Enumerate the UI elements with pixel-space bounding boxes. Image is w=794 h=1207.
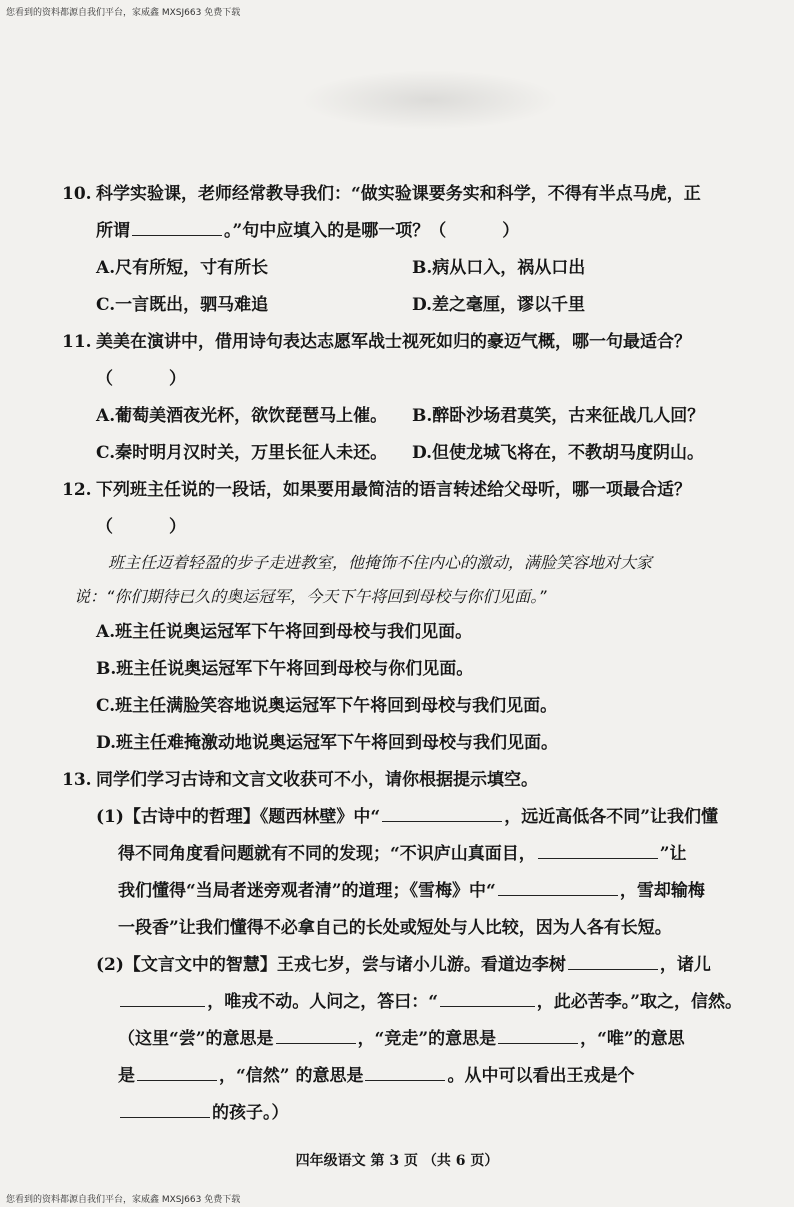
q12-quote-line2: 说：“你们期待已久的奥运冠军，今天下午将回到母校与你们见面。” (74, 587, 547, 606)
q12-line1 (62, 472, 742, 509)
q11-options-row2 (62, 435, 742, 472)
q13-p2-text: （这里“尝”的意思是 (118, 1029, 274, 1049)
q12-paren: ） (169, 517, 186, 537)
q13-number: 13. (62, 770, 92, 790)
q13-p1-line3 (62, 873, 742, 910)
q12-paren: （ (96, 517, 113, 537)
q11-option-d[interactable]: D.但使龙城飞将在，不教胡马度阴山。 (412, 443, 705, 463)
q13-p2-text: ，“信然” 的意思是 (219, 1066, 364, 1086)
q12-number: 12. (62, 480, 92, 500)
q13-p2-line1 (62, 947, 742, 984)
q11-stem: 美美在演讲中，借用诗句表达志愿军战士视死如归的豪迈气概，哪一句最适合？ (96, 332, 691, 352)
q13-p2-blank3[interactable] (440, 988, 535, 1007)
q11-options-row1 (62, 398, 742, 435)
q13-p2-line3 (62, 1021, 742, 1058)
q10-stem: 科学实验课，老师经常教导我们：“做实验课要务实和科学，不得有半点马虎，正 (96, 184, 701, 204)
q13-p2-text: ，诸儿 (659, 955, 711, 975)
q12-stem: 下列班主任说的一段话，如果要用最简洁的语言转述给父母听，哪一项最合适？ (96, 480, 691, 500)
q13-p1-text: ，远近高低各不同”让我们懂 (504, 807, 718, 827)
q13-p2-line5 (62, 1095, 742, 1132)
q11-answer-line (62, 361, 742, 398)
q13-p1-text: 我们懂得“当局者迷旁观者清”的道理；《雪梅》中“ (118, 881, 496, 901)
q11-option-a[interactable]: A.葡萄美酒夜光杯，欲饮琵琶马上催。 (96, 406, 388, 426)
q13-p1-text: 得不同角度看问题就有不同的发现；“不识庐山真面目， (118, 844, 536, 864)
q13-p1-line4: 一段香”让我们懂得不必拿自己的长处或短处与人比较，因为人各有长短。 (118, 918, 672, 938)
q11-option-c[interactable]: C.秦时明月汉时关，万里长征人未还。 (96, 443, 388, 463)
watermark-bottom: 您看到的资料都源自我们平台，家威鑫 MXSJ663 免费下载 (6, 1195, 241, 1205)
q12-quote-line1: 班主任迈着轻盈的步子走进教室，他掩饰不住内心的激动，满脸笑容地对大家 (108, 553, 653, 572)
q13-p1-blank3[interactable] (498, 877, 618, 896)
q13-p2-line4 (62, 1058, 742, 1095)
q11-paren: ） (169, 369, 186, 389)
q13-p2-text: ，唯戎不动。人问之，答曰：“ (207, 992, 439, 1012)
questions (62, 176, 742, 1132)
watermark-top: 您看到的资料都源自我们平台，家威鑫 MXSJ663 免费下载 (6, 8, 241, 18)
q13-p1-text: (1)【古诗中的哲理】《题西林壁》中“ (96, 807, 381, 827)
q13-p2-blank1[interactable] (568, 951, 658, 970)
q10-stem-part: 。”句中应填入的是哪一项？（ (224, 221, 447, 241)
q13-line1 (62, 762, 742, 799)
q10-stem-part: ） (502, 221, 520, 241)
q12-option-c[interactable]: C.班主任满脸笑容地说奥运冠军下午将回到母校与我们见面。 (96, 696, 558, 716)
q11-option-b[interactable]: B.醉卧沙场君莫笑，古来征战几人回？ (412, 406, 705, 426)
q13-p2-text: (2)【文言文中的智慧】王戎七岁，尝与诸小儿游。看道边李树 (96, 955, 566, 975)
q10-option-c[interactable]: C.一言既出，驷马难追 (96, 295, 269, 315)
q13-p2-text: 。从中可以看出王戎是个 (447, 1066, 635, 1086)
q13-p2-blank8[interactable] (120, 1099, 210, 1118)
q13-p2-text: 是 (118, 1066, 135, 1086)
q10-options-row2 (62, 287, 742, 324)
q10-line2 (62, 213, 742, 250)
q11-paren: （ (96, 369, 113, 389)
q13-p2-text: 的孩子。） (212, 1103, 289, 1123)
q10-number: 10. (62, 184, 92, 204)
q11-line1 (62, 324, 742, 361)
q13-p2-blank6[interactable] (137, 1062, 217, 1081)
q13-p2-text: ，“竞走”的意思是 (357, 1029, 497, 1049)
q13-p2-blank4[interactable] (276, 1025, 356, 1044)
q13-p1-line2 (62, 836, 742, 873)
q10-blank[interactable] (132, 217, 222, 236)
q13-p2-blank7[interactable] (365, 1062, 445, 1081)
q10-line1 (62, 176, 742, 213)
q10-options-row1 (62, 250, 742, 287)
q10-option-a[interactable]: A.尺有所短，寸有所长 (96, 258, 269, 278)
q13-p2-blank2[interactable] (120, 988, 205, 1007)
q13-p1-blank2[interactable] (538, 840, 658, 859)
q13-p1-blank1[interactable] (382, 803, 502, 822)
q13-stem: 同学们学习古诗和文言文收获可不小，请你根据提示填空。 (96, 770, 538, 790)
scan-smudge (300, 70, 560, 130)
q13-p2-text: ，“唯”的意思 (580, 1029, 685, 1049)
q12-option-a[interactable]: A.班主任说奥运冠军下午将回到母校与我们见面。 (96, 622, 473, 642)
q12-answer-line (62, 509, 742, 546)
q10-option-b[interactable]: B.病从口入，祸从口出 (412, 258, 586, 278)
q13-p2-text: ，此必苦李。”取之，信然。 (536, 992, 742, 1012)
q12-option-d[interactable]: D.班主任难掩激动地说奥运冠军下午将回到母校与我们见面。 (96, 733, 559, 753)
q13-p1-text: ”让 (659, 844, 687, 864)
q10-option-d[interactable]: D.差之毫厘，谬以千里 (412, 295, 586, 315)
q13-p1-line1 (62, 799, 742, 836)
q12-quote (62, 546, 742, 614)
page-footer: 四年级语文 第 3 页 （共 6 页） (295, 1153, 499, 1169)
q11-number: 11. (62, 332, 92, 352)
q13-p1-text: ，雪却输梅 (619, 881, 705, 901)
q10-stem-part: 所谓 (96, 221, 130, 241)
q12-option-b[interactable]: B.班主任说奥运冠军下午将回到母校与你们见面。 (96, 659, 474, 679)
q13-p2-line2 (62, 984, 742, 1021)
q13-p2-blank5[interactable] (498, 1025, 578, 1044)
